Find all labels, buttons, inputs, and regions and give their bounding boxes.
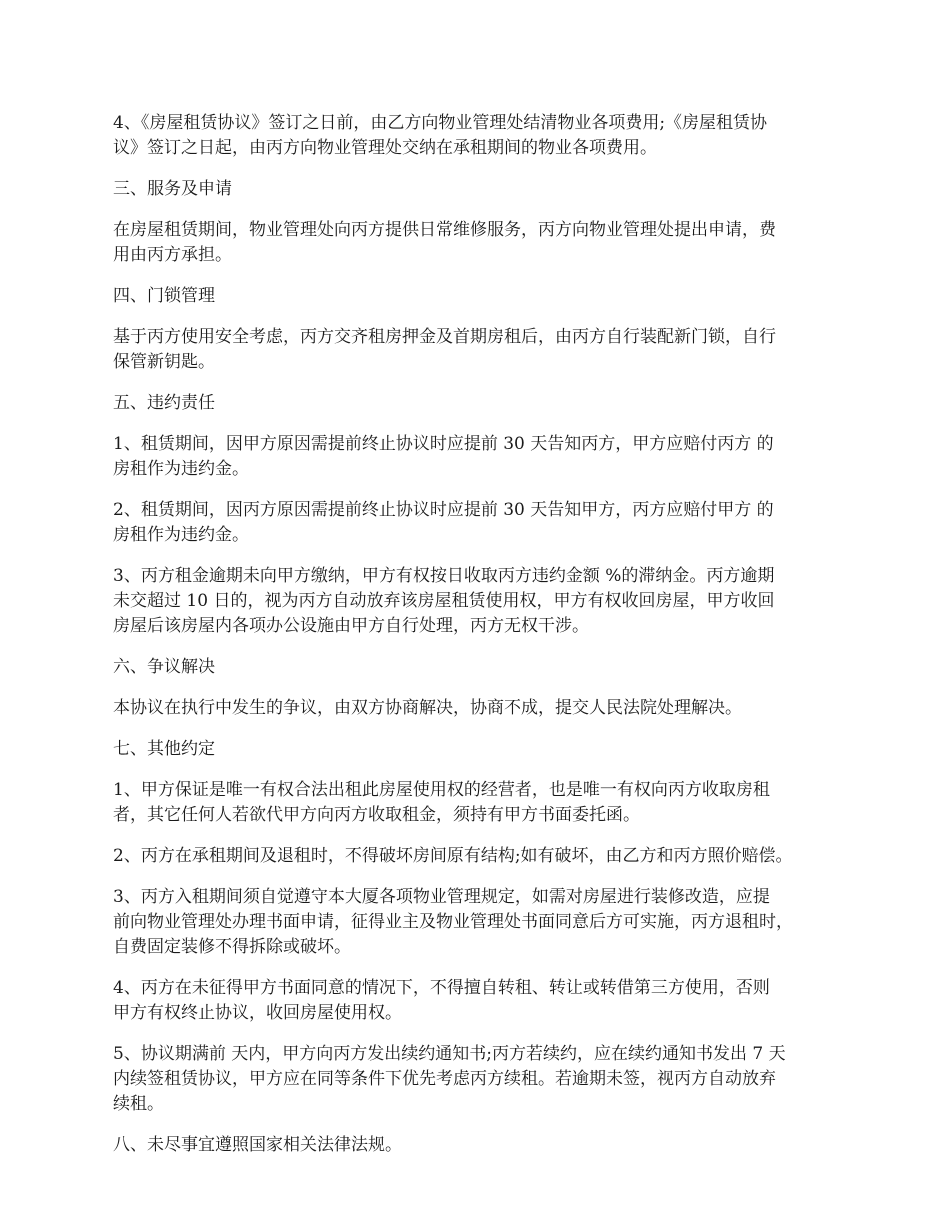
text-line: 房租作为违约金。	[113, 459, 249, 479]
heading-text: 七、其他约定	[113, 739, 215, 759]
text-line: 4、丙方在未征得甲方书面同意的情况下，不得擅自转租、转让或转借第三方使用，否则	[113, 978, 770, 998]
heading-text: 三、服务及申请	[113, 179, 232, 199]
text-line: 保管新钥匙。	[113, 352, 215, 372]
text-line: 前向物业管理处办理书面申请，征得业主及物业管理处书面同意后方可实施，丙方退租时，	[113, 912, 793, 932]
heading-text: 五、违约责任	[113, 393, 215, 413]
text-line: 未交超过 10 日的，视为丙方自动放弃该房屋租赁使用权，甲方有权收回房屋，甲方收回	[113, 591, 775, 611]
text-line: 4、《房屋租赁协议》签订之日前，由乙方向物业管理处结清物业各项费用;《房屋租赁协	[113, 113, 768, 133]
paragraph-dispute	[113, 696, 853, 721]
text-line: 议》签订之日起，由丙方向物业管理处交纳在承租期间的物业各项费用。	[113, 138, 657, 158]
paragraph-lock	[113, 325, 853, 375]
paragraph-other-3	[113, 885, 853, 960]
section-heading-5	[113, 391, 853, 416]
paragraph-breach-2	[113, 498, 853, 548]
paragraph-service	[113, 218, 853, 268]
text-line: 本协议在执行中发生的争议，由双方协商解决，协商不成，提交人民法院处理解决。	[113, 698, 742, 718]
text-line: 在房屋租赁期间，物业管理处向丙方提供日常维修服务，丙方向物业管理处提出申请，费	[113, 220, 776, 240]
section-heading-4	[113, 284, 853, 309]
text-line: 甲方有权终止协议，收回房屋使用权。	[113, 1003, 402, 1023]
text-line: 续租。	[113, 1094, 164, 1114]
document-body	[113, 111, 853, 1174]
text-line: 3、丙方租金逾期未向甲方缴纳，甲方有权按日收取丙方违约金额 %的滞纳金。丙方逾期	[113, 566, 775, 586]
section-heading-6	[113, 655, 853, 680]
text-line: 基于丙方使用安全考虑，丙方交齐租房押金及首期房租后，由丙方自行装配新门锁，自行	[113, 327, 776, 347]
text-line: 5、协议期满前 天内，甲方向丙方发出续约通知书;丙方若续约，应在续约通知书发出 7 天	[113, 1044, 786, 1064]
text-line: 自费固定装修不得拆除或破坏。	[113, 937, 351, 957]
text-line: 内续签租赁协议，甲方应在同等条件下优先考虑丙方续租。若逾期未签，视丙方自动放弃	[113, 1069, 776, 1089]
paragraph-clause-4-fees	[113, 111, 853, 161]
text-line: 者，其它任何人若欲代甲方向丙方收取租金，须持有甲方书面委托函。	[113, 805, 640, 825]
text-line: 2、租赁期间，因丙方原因需提前终止协议时应提前 30 天告知甲方，丙方应赔付甲方 的	[113, 500, 774, 520]
heading-text: 八、未尽事宜遵照国家相关法律法规。	[113, 1135, 402, 1155]
text-line: 3、丙方入租期间须自觉遵守本大厦各项物业管理规定，如需对房屋进行装修改造，应提	[113, 887, 770, 907]
text-line: 1、租赁期间，因甲方原因需提前终止协议时应提前 30 天告知丙方，甲方应赔付丙方 的	[113, 434, 774, 454]
paragraph-breach-1	[113, 432, 853, 482]
heading-text: 六、争议解决	[113, 657, 215, 677]
text-line: 用由丙方承担。	[113, 245, 232, 265]
paragraph-other-4	[113, 976, 853, 1026]
section-heading-3	[113, 177, 853, 202]
paragraph-other-2	[113, 844, 853, 869]
text-line: 2、丙方在承租期间及退租时，不得破坏房间原有结构;如有破坏，由乙方和丙方照价赔偿。	[113, 846, 793, 866]
section-heading-8	[113, 1133, 853, 1158]
paragraph-other-5	[113, 1042, 853, 1117]
text-line: 房屋后该房屋内各项办公设施由甲方自行处理，丙方无权干涉。	[113, 616, 589, 636]
text-line: 房租作为违约金。	[113, 525, 249, 545]
paragraph-other-1	[113, 778, 853, 828]
section-heading-7	[113, 737, 853, 762]
text-line: 1、甲方保证是唯一有权合法出租此房屋使用权的经营者，也是唯一有权向丙方收取房租	[113, 780, 770, 800]
heading-text: 四、门锁管理	[113, 286, 215, 306]
paragraph-breach-3	[113, 564, 853, 639]
